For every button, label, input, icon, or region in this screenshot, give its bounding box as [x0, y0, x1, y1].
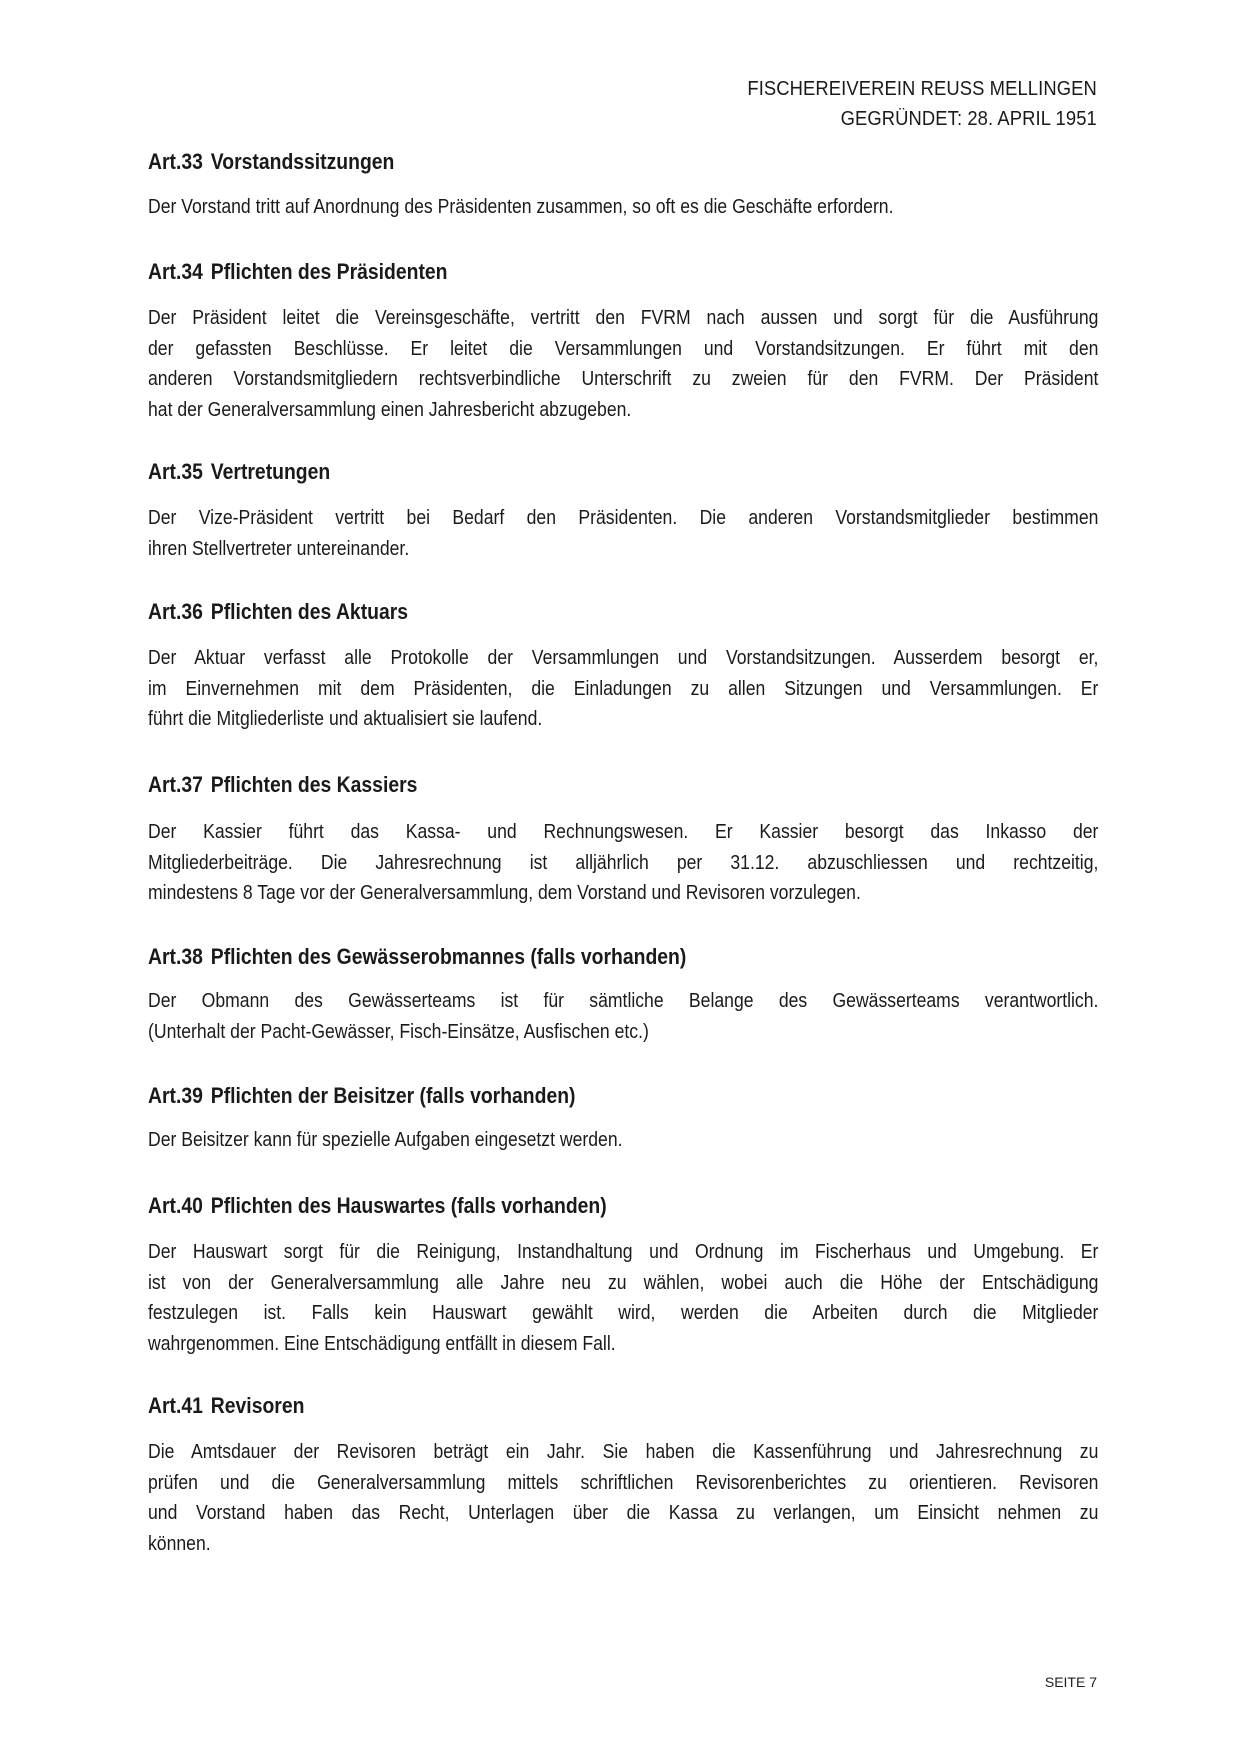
paragraph-line: mindestens 8 Tage vor der Generalversammlung, dem Vorstand und Revisoren vorzulegen.: [148, 882, 861, 904]
article-paragraph: [148, 1125, 1098, 1156]
article-number: Art.41: [148, 1393, 203, 1418]
article-title: Pflichten des Kassiers: [210, 772, 418, 797]
header-org-name: FISCHEREIVEREIN REUSS MELLINGEN: [747, 78, 1097, 100]
article-paragraph: [148, 1437, 1098, 1559]
header-founded-date: GEGRÜNDET: 28. APRIL 1951: [840, 108, 1097, 130]
article-heading: [148, 771, 417, 799]
article-heading: [148, 258, 447, 286]
article-title: Vorstandssitzungen: [210, 149, 395, 174]
paragraph-line: Der Präsident leitet die Vereinsgeschäfte, vertritt den FVRM nach aussen und sorgt für die Ausführung: [148, 307, 1099, 329]
article-heading: [148, 1192, 607, 1220]
paragraph-line: (Unterhalt der Pacht-Gewässer, Fisch-Einsätze, Ausfischen etc.): [148, 1020, 649, 1043]
paragraph-line: der gefassten Beschlüsse. Er leitet die Versammlungen und Vorstandsitzungen. Er führt mit den: [148, 337, 1099, 360]
article-number: Art.39: [148, 1083, 203, 1108]
paragraph-line: und Vorstand haben das Recht, Unterlagen über die Kassa zu verlangen, um Einsicht nehmen zu: [148, 1502, 1099, 1524]
paragraph-line: wahrgenommen. Eine Entschädigung entfällt in diesem Fall.: [148, 1332, 616, 1355]
paragraph-line: anderen Vorstandsmitgliedern rechtsverbindliche Unterschrift zu zweien für den FVRM. Der Präsident: [148, 368, 1099, 390]
paragraph-line: prüfen und die Generalversammlung mittels schriftlichen Revisorenberichtes zu orientieren. Revisoren: [148, 1471, 1099, 1494]
paragraph-line: Der Vize-Präsident vertritt bei Bedarf den Präsidenten. Die anderen Vorstandsmitglieder bestimmen: [148, 507, 1099, 529]
article-number: Art.38: [148, 944, 203, 969]
article-heading: [148, 148, 394, 176]
article-heading: [148, 598, 408, 626]
article-number: Art.35: [148, 459, 203, 484]
page-number: SEITE 7: [1044, 1674, 1097, 1690]
paragraph-line: Die Amtsdauer der Revisoren beträgt ein Jahr. Sie haben die Kassenführung und Jahresrechnung zu: [148, 1441, 1099, 1463]
article-paragraph: [148, 503, 1098, 564]
page-header: [717, 74, 1097, 134]
article-title: Pflichten des Präsidenten: [210, 259, 448, 284]
article-title: Pflichten der Beisitzer (falls vorhanden): [210, 1083, 576, 1108]
paragraph-line: Der Hauswart sorgt für die Reinigung, Instandhaltung und Ordnung im Fischerhaus und Umgebung. Er: [148, 1241, 1099, 1263]
article-paragraph: [148, 192, 1098, 223]
paragraph-line: können.: [148, 1532, 211, 1555]
paragraph-line: ihren Stellvertreter untereinander.: [148, 537, 410, 560]
article-title: Pflichten des Hauswartes (falls vorhanden): [210, 1193, 607, 1218]
article-title: Revisoren: [210, 1393, 305, 1418]
paragraph-line: festzulegen ist. Falls kein Hauswart gewählt wird, werden die Arbeiten durch die Mitglieder: [148, 1302, 1099, 1324]
paragraph-line: führt die Mitgliederliste und aktualisiert sie laufend.: [148, 708, 543, 730]
paragraph-line: Der Vorstand tritt auf Anordnung des Präsidenten zusammen, so oft es die Geschäfte erfordern.: [148, 196, 894, 218]
article-paragraph: [148, 303, 1098, 425]
paragraph-line: Mitgliederbeiträge. Die Jahresrechnung ist alljährlich per 31.12. abzuschliessen und rechtzeitig,: [148, 851, 1099, 874]
article-paragraph: [148, 817, 1098, 909]
article-heading: [148, 1392, 304, 1420]
article-number: Art.34: [148, 259, 203, 284]
paragraph-line: Der Kassier führt das Kassa- und Rechnungswesen. Er Kassier besorgt das Inkasso der: [148, 821, 1099, 843]
article-paragraph: [148, 1237, 1098, 1359]
article-paragraph: [148, 643, 1098, 735]
paragraph-line: Der Beisitzer kann für spezielle Aufgaben eingesetzt werden.: [148, 1129, 623, 1151]
article-number: Art.37: [148, 772, 203, 797]
paragraph-line: im Einvernehmen mit dem Präsidenten, die Einladungen zu allen Sitzungen und Versammlungen. Er: [148, 677, 1099, 700]
article-heading: [148, 458, 330, 486]
paragraph-line: Der Aktuar verfasst alle Protokolle der Versammlungen und Vorstandsitzungen. Ausserdem besorgt er,: [148, 647, 1099, 669]
article-number: Art.40: [148, 1193, 203, 1218]
article-title: Vertretungen: [210, 459, 331, 484]
article-heading: [148, 1082, 576, 1110]
article-title: Pflichten des Gewässerobmannes (falls vorhanden): [210, 944, 687, 969]
paragraph-line: ist von der Generalversammlung alle Jahre neu zu wählen, wobei auch die Höhe der Entschädigung: [148, 1271, 1099, 1294]
paragraph-line: Der Obmann des Gewässerteams ist für sämtliche Belange des Gewässerteams verantwortlich.: [148, 990, 1099, 1012]
article-number: Art.36: [148, 599, 203, 624]
article-heading: [148, 943, 686, 971]
article-title: Pflichten des Aktuars: [210, 599, 409, 624]
article-number: Art.33: [148, 149, 203, 174]
article-paragraph: [148, 986, 1098, 1047]
paragraph-line: hat der Generalversammlung einen Jahresbericht abzugeben.: [148, 398, 632, 421]
